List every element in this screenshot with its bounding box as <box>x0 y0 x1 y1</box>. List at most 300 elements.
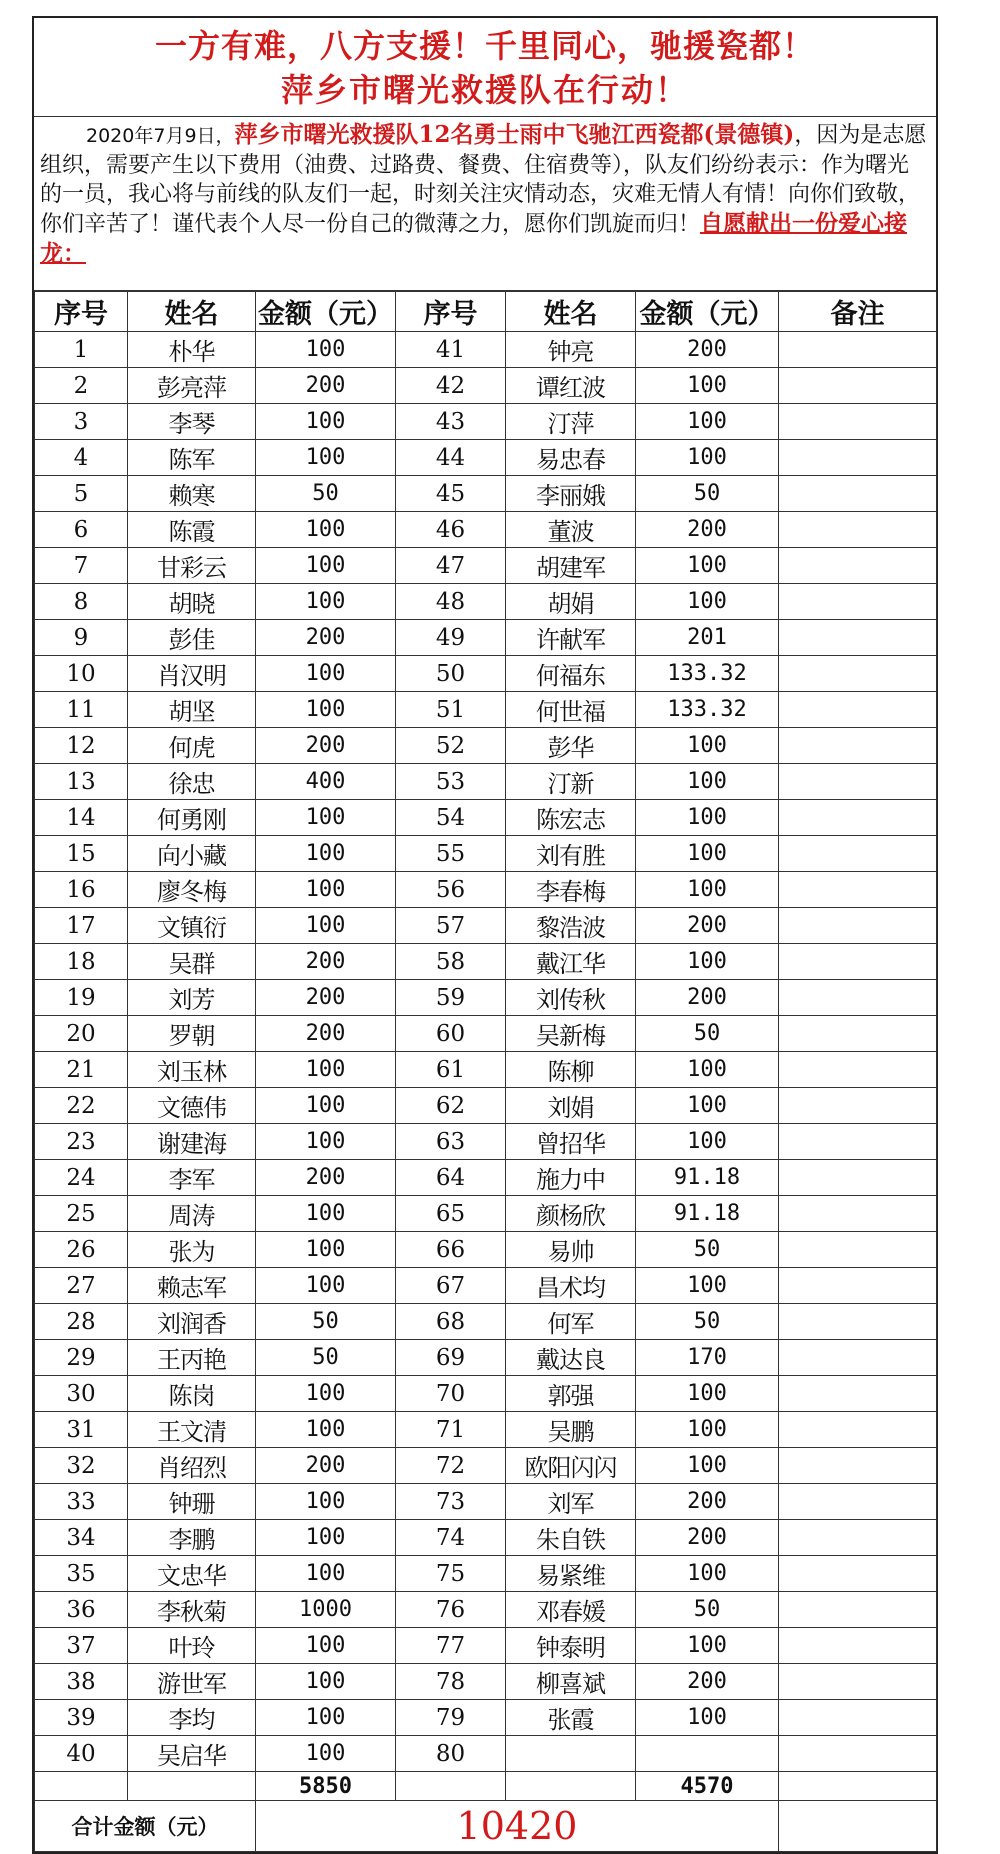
name-right-cell: 钟泰明 <box>506 1628 636 1664</box>
name-left-cell: 赖志军 <box>128 1268 256 1304</box>
seq-right-cell: 79 <box>396 1700 506 1736</box>
amount-right-cell: 100 <box>636 548 779 584</box>
intro-callout: 自愿献出一份爱心接龙： <box>40 210 908 267</box>
seq-right-cell: 71 <box>396 1412 506 1448</box>
amount-left-cell: 100 <box>256 908 396 944</box>
name-left-cell: 王文清 <box>128 1412 256 1448</box>
name-left-cell: 徐忠 <box>128 764 256 800</box>
header-seq-left: 序号 <box>35 292 128 332</box>
name-right-cell: 汀萍 <box>506 404 636 440</box>
name-right-cell: 戴江华 <box>506 944 636 980</box>
seq-left-cell: 23 <box>35 1124 128 1160</box>
amount-right-cell: 100 <box>636 1088 779 1124</box>
amount-left-cell: 100 <box>256 1376 396 1412</box>
seq-left-cell: 16 <box>35 872 128 908</box>
amount-left-cell: 200 <box>256 620 396 656</box>
subtotal-blank <box>779 1772 937 1801</box>
name-left-cell: 张为 <box>128 1232 256 1268</box>
seq-left-cell: 22 <box>35 1088 128 1124</box>
seq-left-cell: 7 <box>35 548 128 584</box>
header-amount-right: 金额（元） <box>636 292 779 332</box>
subtotal-blank <box>396 1772 506 1801</box>
name-right-cell: 谭红波 <box>506 368 636 404</box>
table-row <box>35 800 937 836</box>
amount-left-cell: 100 <box>256 656 396 692</box>
note-cell <box>779 1016 937 1052</box>
amount-left-cell: 100 <box>256 1196 396 1232</box>
amount-left-cell: 200 <box>256 1160 396 1196</box>
note-cell <box>779 1412 937 1448</box>
name-right-cell: 何福东 <box>506 656 636 692</box>
table-row <box>35 1628 937 1664</box>
table-row <box>35 1520 937 1556</box>
amount-left-cell: 100 <box>256 1736 396 1772</box>
table-row <box>35 1556 937 1592</box>
name-left-cell: 叶玲 <box>128 1628 256 1664</box>
amount-right-cell: 100 <box>636 728 779 764</box>
seq-right-cell: 60 <box>396 1016 506 1052</box>
seq-right-cell: 51 <box>396 692 506 728</box>
name-right-cell: 易帅 <box>506 1232 636 1268</box>
amount-left-cell: 100 <box>256 332 396 368</box>
name-left-cell: 陈霞 <box>128 512 256 548</box>
header-name-right: 姓名 <box>506 292 636 332</box>
amount-left-cell: 100 <box>256 1556 396 1592</box>
name-right-cell: 郭强 <box>506 1376 636 1412</box>
amount-right-cell: 133.32 <box>636 656 779 692</box>
seq-left-cell: 15 <box>35 836 128 872</box>
amount-right-cell: 200 <box>636 980 779 1016</box>
amount-right-cell: 100 <box>636 1376 779 1412</box>
seq-left-cell: 1 <box>35 332 128 368</box>
name-left-cell: 赖寒 <box>128 476 256 512</box>
amount-right-cell: 100 <box>636 764 779 800</box>
note-cell <box>779 872 937 908</box>
seq-left-cell: 39 <box>35 1700 128 1736</box>
seq-left-cell: 31 <box>35 1412 128 1448</box>
seq-right-cell: 61 <box>396 1052 506 1088</box>
note-cell <box>779 1484 937 1520</box>
name-left-cell: 彭佳 <box>128 620 256 656</box>
note-cell <box>779 1304 937 1340</box>
amount-left-cell: 200 <box>256 1016 396 1052</box>
seq-left-cell: 32 <box>35 1448 128 1484</box>
amount-right-cell: 200 <box>636 908 779 944</box>
name-left-cell: 甘彩云 <box>128 548 256 584</box>
table-row <box>35 656 937 692</box>
seq-right-cell: 53 <box>396 764 506 800</box>
donation-sheet <box>32 16 938 1854</box>
subtotal-row <box>35 1772 937 1801</box>
amount-right-cell: 201 <box>636 620 779 656</box>
amount-left-cell: 100 <box>256 692 396 728</box>
amount-left-cell: 100 <box>256 1628 396 1664</box>
seq-left-cell: 38 <box>35 1664 128 1700</box>
table-row <box>35 368 937 404</box>
name-right-cell: 戴达良 <box>506 1340 636 1376</box>
seq-right-cell: 80 <box>396 1736 506 1772</box>
seq-left-cell: 28 <box>35 1304 128 1340</box>
table-row <box>35 476 937 512</box>
name-left-cell: 王丙艳 <box>128 1340 256 1376</box>
amount-right-cell: 200 <box>636 1484 779 1520</box>
name-right-cell: 刘娟 <box>506 1088 636 1124</box>
amount-right-cell: 100 <box>636 368 779 404</box>
note-cell <box>779 1124 937 1160</box>
seq-right-cell: 56 <box>396 872 506 908</box>
table-row <box>35 1268 937 1304</box>
header-note: 备注 <box>779 292 937 332</box>
table-row <box>35 620 937 656</box>
amount-left-cell: 100 <box>256 512 396 548</box>
seq-left-cell: 37 <box>35 1628 128 1664</box>
name-right-cell: 柳喜斌 <box>506 1664 636 1700</box>
table-row <box>35 512 937 548</box>
name-left-cell: 刘玉林 <box>128 1052 256 1088</box>
table-row <box>35 728 937 764</box>
seq-right-cell: 58 <box>396 944 506 980</box>
amount-right-cell: 200 <box>636 1664 779 1700</box>
amount-right-cell <box>636 1736 779 1772</box>
note-cell <box>779 1052 937 1088</box>
amount-right-cell: 100 <box>636 1124 779 1160</box>
name-left-cell: 刘芳 <box>128 980 256 1016</box>
name-right-cell: 易紧维 <box>506 1556 636 1592</box>
note-cell <box>779 512 937 548</box>
seq-right-cell: 52 <box>396 728 506 764</box>
name-left-cell: 胡晓 <box>128 584 256 620</box>
note-cell <box>779 1592 937 1628</box>
seq-left-cell: 33 <box>35 1484 128 1520</box>
amount-left-cell: 200 <box>256 1448 396 1484</box>
seq-left-cell: 9 <box>35 620 128 656</box>
amount-right-cell: 100 <box>636 404 779 440</box>
amount-left-cell: 200 <box>256 944 396 980</box>
amount-right-cell: 100 <box>636 440 779 476</box>
amount-right-cell: 100 <box>636 1556 779 1592</box>
seq-right-cell: 48 <box>396 584 506 620</box>
seq-right-cell: 68 <box>396 1304 506 1340</box>
name-left-cell: 肖绍烈 <box>128 1448 256 1484</box>
seq-right-cell: 74 <box>396 1520 506 1556</box>
amount-left-cell: 100 <box>256 1664 396 1700</box>
note-cell <box>779 1700 937 1736</box>
seq-right-cell: 46 <box>396 512 506 548</box>
table-row <box>35 980 937 1016</box>
note-cell <box>779 332 937 368</box>
table-header-row <box>35 292 937 332</box>
total-note-cell <box>779 1801 937 1852</box>
amount-right-cell: 200 <box>636 512 779 548</box>
name-left-cell: 罗朝 <box>128 1016 256 1052</box>
name-right-cell: 颜杨欣 <box>506 1196 636 1232</box>
amount-right-cell: 91.18 <box>636 1196 779 1232</box>
note-cell <box>779 476 937 512</box>
seq-right-cell: 42 <box>396 368 506 404</box>
subtotal-blank <box>128 1772 256 1801</box>
amount-left-cell: 200 <box>256 980 396 1016</box>
note-cell <box>779 620 937 656</box>
subtotal-blank <box>506 1772 636 1801</box>
amount-left-cell: 100 <box>256 1124 396 1160</box>
header-name-left: 姓名 <box>128 292 256 332</box>
subtotal-right: 4570 <box>636 1772 779 1801</box>
name-right-cell: 李丽娥 <box>506 476 636 512</box>
seq-left-cell: 18 <box>35 944 128 980</box>
amount-right-cell: 50 <box>636 1592 779 1628</box>
name-left-cell: 文忠华 <box>128 1556 256 1592</box>
note-cell <box>779 980 937 1016</box>
name-right-cell: 朱自铁 <box>506 1520 636 1556</box>
seq-right-cell: 45 <box>396 476 506 512</box>
name-left-cell: 胡坚 <box>128 692 256 728</box>
table-row <box>35 584 937 620</box>
seq-right-cell: 62 <box>396 1088 506 1124</box>
note-cell <box>779 944 937 980</box>
header-seq-right: 序号 <box>396 292 506 332</box>
table-row <box>35 1124 937 1160</box>
name-left-cell: 朴华 <box>128 332 256 368</box>
seq-right-cell: 66 <box>396 1232 506 1268</box>
note-cell <box>779 584 937 620</box>
seq-right-cell: 69 <box>396 1340 506 1376</box>
table-row <box>35 692 937 728</box>
amount-right-cell: 91.18 <box>636 1160 779 1196</box>
name-right-cell: 吴新梅 <box>506 1016 636 1052</box>
note-cell <box>779 908 937 944</box>
amount-right-cell: 50 <box>636 1016 779 1052</box>
seq-left-cell: 29 <box>35 1340 128 1376</box>
name-left-cell: 钟珊 <box>128 1484 256 1520</box>
amount-left-cell: 100 <box>256 1268 396 1304</box>
amount-left-cell: 100 <box>256 1232 396 1268</box>
name-left-cell: 周涛 <box>128 1196 256 1232</box>
note-cell <box>779 1088 937 1124</box>
seq-left-cell: 13 <box>35 764 128 800</box>
seq-right-cell: 55 <box>396 836 506 872</box>
name-left-cell: 文镇衍 <box>128 908 256 944</box>
note-cell <box>779 1196 937 1232</box>
seq-right-cell: 63 <box>396 1124 506 1160</box>
table-row <box>35 1016 937 1052</box>
seq-right-cell: 64 <box>396 1160 506 1196</box>
amount-right-cell: 100 <box>636 1628 779 1664</box>
table-row <box>35 1412 937 1448</box>
name-right-cell: 彭华 <box>506 728 636 764</box>
table-row <box>35 1340 937 1376</box>
table-row <box>35 440 937 476</box>
name-right-cell: 钟亮 <box>506 332 636 368</box>
name-right-cell: 张霞 <box>506 1700 636 1736</box>
name-left-cell: 李鹏 <box>128 1520 256 1556</box>
amount-right-cell: 50 <box>636 1232 779 1268</box>
seq-left-cell: 6 <box>35 512 128 548</box>
table-row <box>35 1700 937 1736</box>
name-right-cell: 李春梅 <box>506 872 636 908</box>
name-left-cell: 何勇刚 <box>128 800 256 836</box>
table-row <box>35 1592 937 1628</box>
table-row <box>35 872 937 908</box>
title-line-2: 萍乡市曙光救援队在行动！ <box>280 71 689 109</box>
name-right-cell: 胡娟 <box>506 584 636 620</box>
note-cell <box>779 692 937 728</box>
name-right-cell: 董波 <box>506 512 636 548</box>
seq-left-cell: 8 <box>35 584 128 620</box>
note-cell <box>779 1664 937 1700</box>
seq-left-cell: 25 <box>35 1196 128 1232</box>
table-row <box>35 1088 937 1124</box>
amount-right-cell: 100 <box>636 1448 779 1484</box>
seq-left-cell: 11 <box>35 692 128 728</box>
note-cell <box>779 1340 937 1376</box>
name-left-cell: 吴启华 <box>128 1736 256 1772</box>
name-right-cell: 曾招华 <box>506 1124 636 1160</box>
seq-right-cell: 78 <box>396 1664 506 1700</box>
total-row <box>35 1801 937 1852</box>
seq-left-cell: 17 <box>35 908 128 944</box>
table-row <box>35 332 937 368</box>
donation-table <box>34 291 937 1852</box>
name-right-cell: 刘传秋 <box>506 980 636 1016</box>
seq-right-cell: 59 <box>396 980 506 1016</box>
seq-left-cell: 27 <box>35 1268 128 1304</box>
amount-left-cell: 100 <box>256 1700 396 1736</box>
seq-left-cell: 36 <box>35 1592 128 1628</box>
seq-left-cell: 34 <box>35 1520 128 1556</box>
name-right-cell: 汀新 <box>506 764 636 800</box>
amount-right-cell: 100 <box>636 944 779 980</box>
seq-right-cell: 57 <box>396 908 506 944</box>
name-left-cell: 吴群 <box>128 944 256 980</box>
name-left-cell: 廖冬梅 <box>128 872 256 908</box>
seq-left-cell: 5 <box>35 476 128 512</box>
name-right-cell <box>506 1736 636 1772</box>
seq-left-cell: 2 <box>35 368 128 404</box>
note-cell <box>779 1736 937 1772</box>
name-right-cell: 邓春媛 <box>506 1592 636 1628</box>
seq-left-cell: 3 <box>35 404 128 440</box>
seq-right-cell: 50 <box>396 656 506 692</box>
table-row <box>35 1736 937 1772</box>
name-right-cell: 欧阳闪闪 <box>506 1448 636 1484</box>
name-left-cell: 李琴 <box>128 404 256 440</box>
amount-right-cell: 100 <box>636 1268 779 1304</box>
seq-right-cell: 75 <box>396 1556 506 1592</box>
table-row <box>35 404 937 440</box>
seq-left-cell: 19 <box>35 980 128 1016</box>
table-row <box>35 1232 937 1268</box>
amount-left-cell: 100 <box>256 440 396 476</box>
table-body <box>35 332 937 1772</box>
seq-right-cell: 73 <box>396 1484 506 1520</box>
amount-left-cell: 50 <box>256 476 396 512</box>
amount-left-cell: 50 <box>256 1304 396 1340</box>
name-right-cell: 胡建军 <box>506 548 636 584</box>
note-cell <box>779 656 937 692</box>
name-left-cell: 肖汉明 <box>128 656 256 692</box>
table-row <box>35 1304 937 1340</box>
seq-left-cell: 35 <box>35 1556 128 1592</box>
title-line-1: 一方有难，八方支援！千里同心，驰援瓷都！ <box>154 27 815 65</box>
table-row <box>35 836 937 872</box>
note-cell <box>779 440 937 476</box>
amount-right-cell: 200 <box>636 332 779 368</box>
amount-right-cell: 170 <box>636 1340 779 1376</box>
note-cell <box>779 1376 937 1412</box>
seq-right-cell: 43 <box>396 404 506 440</box>
seq-left-cell: 10 <box>35 656 128 692</box>
name-right-cell: 易忠春 <box>506 440 636 476</box>
seq-right-cell: 54 <box>396 800 506 836</box>
table-row <box>35 1484 937 1520</box>
table-row <box>35 1664 937 1700</box>
amount-left-cell: 100 <box>256 1052 396 1088</box>
amount-right-cell: 50 <box>636 1304 779 1340</box>
name-right-cell: 黎浩波 <box>506 908 636 944</box>
seq-right-cell: 72 <box>396 1448 506 1484</box>
seq-left-cell: 21 <box>35 1052 128 1088</box>
amount-left-cell: 100 <box>256 1088 396 1124</box>
total-value: 10420 <box>256 1801 779 1852</box>
amount-left-cell: 100 <box>256 800 396 836</box>
amount-left-cell: 200 <box>256 368 396 404</box>
note-cell <box>779 800 937 836</box>
amount-right-cell: 100 <box>636 1412 779 1448</box>
name-right-cell: 许献军 <box>506 620 636 656</box>
amount-right-cell: 50 <box>636 476 779 512</box>
amount-left-cell: 50 <box>256 1340 396 1376</box>
note-cell <box>779 1268 937 1304</box>
name-left-cell: 何虎 <box>128 728 256 764</box>
amount-right-cell: 200 <box>636 1520 779 1556</box>
name-left-cell: 陈岗 <box>128 1376 256 1412</box>
name-right-cell: 刘有胜 <box>506 836 636 872</box>
intro-paragraph <box>34 117 936 291</box>
seq-right-cell: 70 <box>396 1376 506 1412</box>
note-cell <box>779 368 937 404</box>
amount-left-cell: 100 <box>256 872 396 908</box>
amount-right-cell: 133.32 <box>636 692 779 728</box>
name-left-cell: 陈军 <box>128 440 256 476</box>
note-cell <box>779 764 937 800</box>
total-label: 合计金额（元） <box>35 1801 256 1852</box>
amount-right-cell: 100 <box>636 836 779 872</box>
seq-right-cell: 76 <box>396 1592 506 1628</box>
note-cell <box>779 1448 937 1484</box>
name-left-cell: 李均 <box>128 1700 256 1736</box>
amount-left-cell: 1000 <box>256 1592 396 1628</box>
name-right-cell: 刘军 <box>506 1484 636 1520</box>
name-left-cell: 游世军 <box>128 1664 256 1700</box>
header-amount-left: 金额（元） <box>256 292 396 332</box>
table-row <box>35 1160 937 1196</box>
amount-right-cell: 100 <box>636 1052 779 1088</box>
note-cell <box>779 548 937 584</box>
seq-right-cell: 41 <box>396 332 506 368</box>
seq-right-cell: 44 <box>396 440 506 476</box>
seq-left-cell: 26 <box>35 1232 128 1268</box>
name-left-cell: 李军 <box>128 1160 256 1196</box>
seq-left-cell: 14 <box>35 800 128 836</box>
amount-right-cell: 100 <box>636 1700 779 1736</box>
name-right-cell: 陈宏志 <box>506 800 636 836</box>
amount-left-cell: 100 <box>256 836 396 872</box>
note-cell <box>779 728 937 764</box>
seq-left-cell: 30 <box>35 1376 128 1412</box>
seq-left-cell: 20 <box>35 1016 128 1052</box>
intro-date: 2020年7月9日， <box>86 125 235 147</box>
amount-left-cell: 100 <box>256 584 396 620</box>
